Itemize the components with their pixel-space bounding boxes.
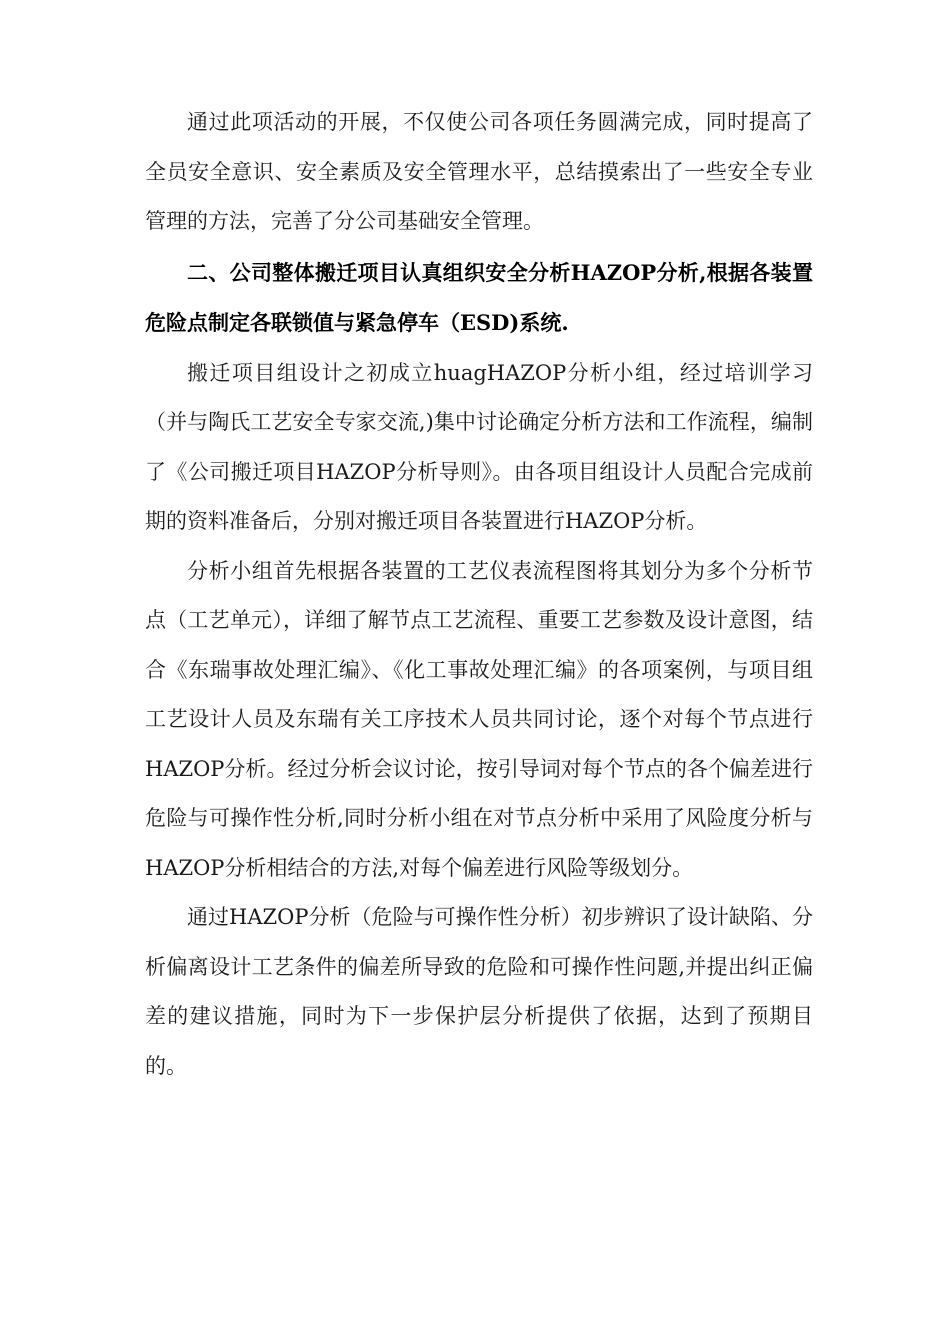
paragraph-analysis-nodes: 分析小组首先根据各装置的工艺仪表流程图将其划分为多个分析节点（工艺单元），详细了解节点工艺流程、重要工艺参数及设计意图，结合《东瑞事故处理汇编》、《化工事故处理汇编》的各项案例，与项目组工艺设计人员及东瑞有关工序技术人员共同讨论，逐个对每个节点进行HAZOP分析。经过分析会议讨论，按引导词对每个节点的各个偏差进行危险与可操作性分析,同时分析小组在对节点分析中采用了风险度分析与HAZOP分析相结合的方法,对每个偏差进行风险等级划分。 — [145, 558, 813, 880]
paragraph-hazop-team: 搬迁项目组设计之初成立huagHAZOP分析小组，经过培训学习（并与陶氏工艺安全专家交流,)集中讨论确定分析方法和工作流程，编制了《公司搬迁项目HAZOP分析导则》。由各项目组设计人员配合完成前期的资料准备后，分别对搬迁项目各装置进行HAZOP分析。 — [145, 360, 813, 533]
section-heading-hazop: 二、公司整体搬迁项目认真组织安全分析HAZOP分析,根据各装置危险点制定各联锁值与紧急停车（ESD)系统. — [145, 259, 813, 335]
paragraph-hazop-results: 通过HAZOP分析（危险与可操作性分析）初步辨识了设计缺陷、分析偏离设计工艺条件的偏差所导致的危险和可操作性问题,并提出纠正偏差的建议措施，同时为下一步保护层分析提供了依据，达到了预期目的。 — [145, 905, 813, 1078]
document-body — [145, 98, 813, 1091]
paragraph-activity-summary: 通过此项活动的开展，不仅使公司各项任务圆满完成，同时提高了全员安全意识、安全素质及安全管理水平，总结摸索出了一些安全专业管理的方法，完善了分公司基础安全管理。 — [145, 110, 813, 233]
